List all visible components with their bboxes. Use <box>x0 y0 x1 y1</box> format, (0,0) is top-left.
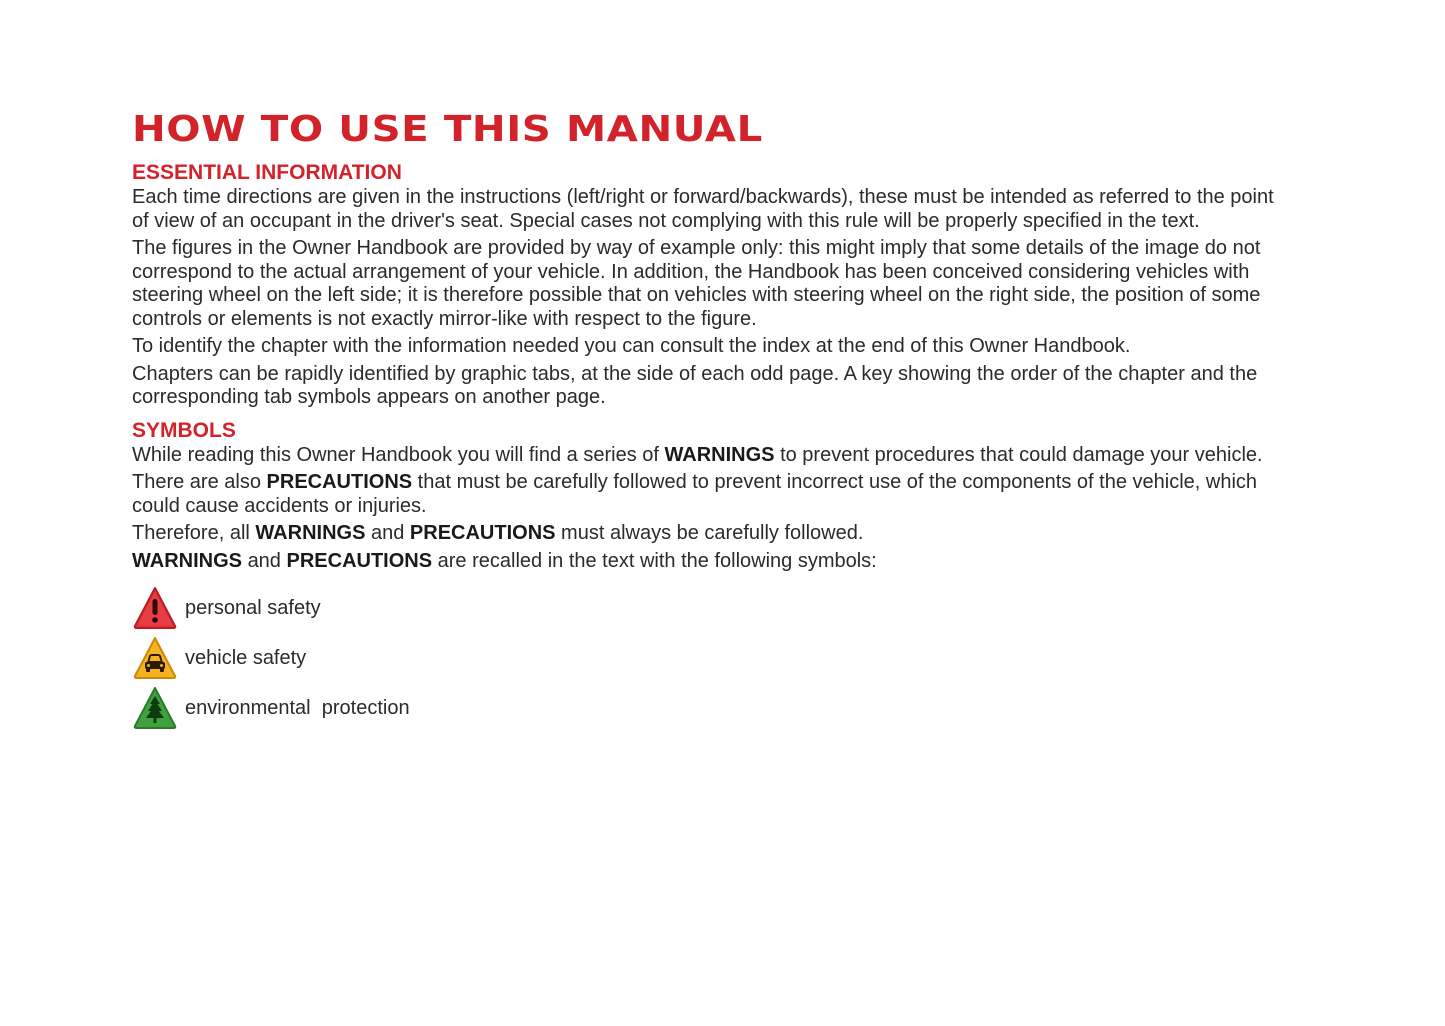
symbols-paragraph-4: WARNINGS and PRECAUTIONS are recalled in the text with the following symbols: <box>132 549 877 572</box>
exclamation-warning-icon <box>132 585 178 631</box>
symbol-item-personal-safety <box>132 583 1292 633</box>
symbols-paragraph-1: While reading this Owner Handbook you will find a series of WARNINGS to prevent procedures that could damage your vehicle. <box>132 443 1263 466</box>
essential-paragraph-1: Each time directions are given in the instructions (left/right or forward/backwards), these must be intended as referred to the point of view of an occupant in the driver's seat. Special cases not complying with this rule will be properly specified in the text. <box>132 186 1274 232</box>
symbol-label: environmental protection <box>185 696 410 719</box>
page-title: HOW TO USE THIS MANUAL <box>132 109 763 150</box>
symbol-label: vehicle safety <box>185 646 307 669</box>
tree-warning-icon <box>132 685 178 731</box>
essential-paragraph-4: Chapters can be rapidly identified by graphic tabs, at the side of each odd page. A key showing the order of the chapter and the corresponding tab symbols appears on another page. <box>132 362 1258 408</box>
symbol-item-vehicle-safety <box>132 633 1292 683</box>
essential-paragraph-3: To identify the chapter with the information needed you can consult the index at the end of this Owner Handbook. <box>132 335 1131 357</box>
precautions-term: PRECAUTIONS <box>286 549 433 572</box>
manual-page <box>132 108 1292 733</box>
precautions-term: PRECAUTIONS <box>266 471 413 493</box>
warnings-term: WARNINGS <box>132 549 242 572</box>
symbol-label: personal safety <box>185 596 321 619</box>
symbol-legend <box>132 583 1292 733</box>
car-warning-icon <box>132 635 178 681</box>
warnings-term: WARNINGS <box>664 443 775 466</box>
precautions-term: PRECAUTIONS <box>409 522 556 544</box>
symbols-paragraph-2: There are also PRECAUTIONS that must be carefully followed to prevent incorrect use of the components of the vehicle, which could cause accidents or injuries. <box>132 471 1258 517</box>
symbols-paragraph-3: Therefore, all WARNINGS and PRECAUTIONS must always be carefully followed. <box>132 522 864 544</box>
essential-information-heading: ESSENTIAL INFORMATION <box>132 161 402 184</box>
symbols-heading: SYMBOLS <box>132 418 236 442</box>
symbol-item-environmental-protection <box>132 683 1292 733</box>
warnings-term: WARNINGS <box>255 522 366 544</box>
essential-paragraph-2: The figures in the Owner Handbook are provided by way of example only: this might imply that some details of the image do not correspond to the actual arrangement of your vehicle. In addition, the Handbook has been conceived considering vehicles with steering wheel on the left side; it is therefore possible that on vehicles with steering wheel on the right side, the position of some controls or elements is not exactly mirror-like with respect to the figure. <box>132 237 1261 330</box>
